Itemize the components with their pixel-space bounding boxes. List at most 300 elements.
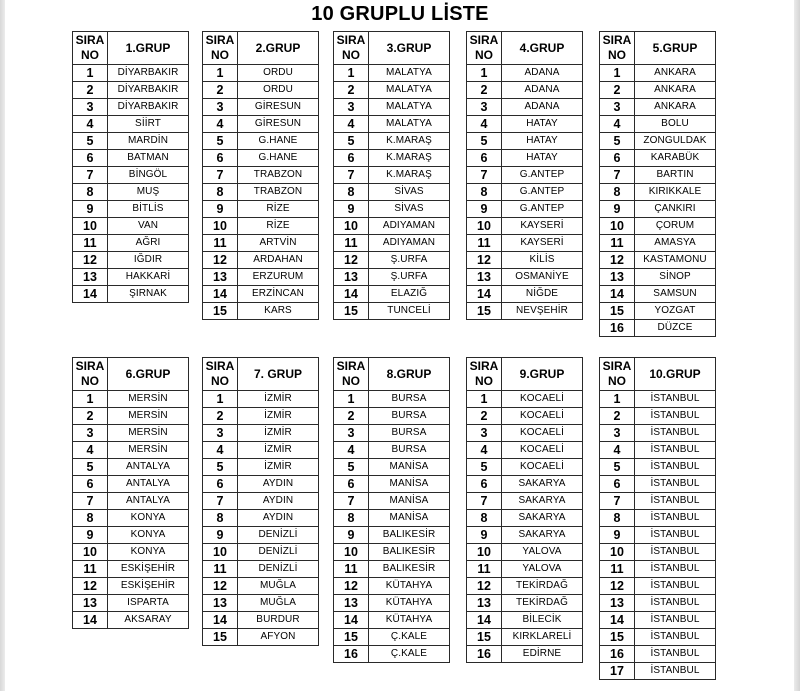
header-sira-no: SIRA NO (467, 32, 502, 65)
table-row (467, 218, 583, 235)
row-city: KÜTAHYA (369, 612, 450, 629)
table-row (73, 510, 189, 527)
row-city: HATAY (502, 150, 583, 167)
table-row (600, 218, 716, 235)
row-city: TUNCELİ (369, 303, 450, 320)
table-row (203, 133, 319, 150)
row-city: ÇANKIRI (635, 201, 716, 218)
table-row (600, 201, 716, 218)
table-row (334, 646, 450, 663)
row-city: ERZURUM (238, 269, 319, 286)
row-city: MUĞLA (238, 578, 319, 595)
row-number: 3 (334, 99, 369, 116)
table-row (467, 286, 583, 303)
row-city: İSTANBUL (635, 493, 716, 510)
table-row (73, 82, 189, 99)
table-row (600, 65, 716, 82)
row-city: KOCAELİ (502, 391, 583, 408)
table-row (467, 252, 583, 269)
row-city: G.HANE (238, 150, 319, 167)
row-number: 11 (73, 561, 108, 578)
table-row (334, 544, 450, 561)
header-sira-no: SIRA NO (600, 32, 635, 65)
row-city: BARTIN (635, 167, 716, 184)
row-city: KOCAELİ (502, 442, 583, 459)
table-row (600, 459, 716, 476)
row-number: 3 (203, 99, 238, 116)
row-number: 14 (73, 286, 108, 303)
row-city: YALOVA (502, 544, 583, 561)
row-number: 8 (600, 510, 635, 527)
row-number: 7 (203, 493, 238, 510)
row-city: ADANA (502, 82, 583, 99)
row-city: KOCAELİ (502, 425, 583, 442)
row-number: 11 (467, 235, 502, 252)
row-number: 13 (467, 595, 502, 612)
table-row (467, 629, 583, 646)
row-city: AYDIN (238, 476, 319, 493)
row-city: MALATYA (369, 65, 450, 82)
table-row (334, 612, 450, 629)
row-city: KOCAELİ (502, 408, 583, 425)
row-city: DÜZCE (635, 320, 716, 337)
row-city: İSTANBUL (635, 391, 716, 408)
row-number: 6 (467, 476, 502, 493)
row-number: 7 (467, 167, 502, 184)
row-number: 10 (73, 218, 108, 235)
row-number: 4 (600, 442, 635, 459)
table-row (203, 235, 319, 252)
row-number: 7 (73, 493, 108, 510)
row-number: 4 (73, 116, 108, 133)
table-row (467, 527, 583, 544)
row-number: 12 (467, 578, 502, 595)
row-city: AKSARAY (108, 612, 189, 629)
table-row (73, 269, 189, 286)
table-row (203, 184, 319, 201)
row-city: ADIYAMAN (369, 235, 450, 252)
table-header-row (334, 358, 450, 391)
row-city: BURSA (369, 442, 450, 459)
row-number: 13 (600, 269, 635, 286)
table-header-row (334, 32, 450, 65)
row-city: ANKARA (635, 82, 716, 99)
table-row (467, 595, 583, 612)
row-city: ADANA (502, 65, 583, 82)
row-city: RİZE (238, 201, 319, 218)
header-group-name: 10.GRUP (635, 358, 716, 391)
table-row (600, 646, 716, 663)
row-city: ADANA (502, 99, 583, 116)
row-number: 7 (600, 167, 635, 184)
row-city: BATMAN (108, 150, 189, 167)
table-row (334, 578, 450, 595)
table-row (73, 459, 189, 476)
row-number: 15 (600, 629, 635, 646)
table-row (467, 201, 583, 218)
row-city: TRABZON (238, 184, 319, 201)
row-number: 13 (203, 269, 238, 286)
group-table-8 (333, 357, 450, 663)
row-city: HATAY (502, 133, 583, 150)
header-group-name: 5.GRUP (635, 32, 716, 65)
row-city: DİYARBAKIR (108, 99, 189, 116)
row-city: YOZGAT (635, 303, 716, 320)
row-city: MANİSA (369, 493, 450, 510)
table-row (334, 252, 450, 269)
row-number: 7 (600, 493, 635, 510)
row-number: 6 (600, 150, 635, 167)
row-city: BALIKESİR (369, 527, 450, 544)
row-city: KARS (238, 303, 319, 320)
table-row (203, 629, 319, 646)
table-row (467, 133, 583, 150)
row-city: ESKİŞEHİR (108, 561, 189, 578)
row-city: ARDAHAN (238, 252, 319, 269)
row-number: 12 (73, 252, 108, 269)
row-number: 4 (73, 442, 108, 459)
group-table-2 (202, 31, 319, 320)
row-number: 7 (467, 493, 502, 510)
row-city: İSTANBUL (635, 578, 716, 595)
row-number: 5 (203, 459, 238, 476)
table-row (334, 116, 450, 133)
row-number: 10 (600, 218, 635, 235)
table-row (467, 391, 583, 408)
row-city: ZONGULDAK (635, 133, 716, 150)
table-row (73, 544, 189, 561)
header-sira-no: SIRA NO (73, 32, 108, 65)
table-row (334, 184, 450, 201)
row-number: 6 (203, 476, 238, 493)
table-row (467, 510, 583, 527)
row-city: NİĞDE (502, 286, 583, 303)
table-row (73, 235, 189, 252)
row-number: 11 (600, 561, 635, 578)
row-number: 10 (203, 218, 238, 235)
table-row (334, 269, 450, 286)
row-number: 10 (467, 218, 502, 235)
row-number: 4 (334, 442, 369, 459)
table-row (203, 391, 319, 408)
table-row (600, 286, 716, 303)
row-number: 4 (334, 116, 369, 133)
row-number: 16 (600, 646, 635, 663)
row-city: BALIKESİR (369, 544, 450, 561)
row-number: 15 (467, 303, 502, 320)
row-number: 11 (334, 561, 369, 578)
row-city: SAKARYA (502, 493, 583, 510)
row-city: MARDİN (108, 133, 189, 150)
row-city: KİLİS (502, 252, 583, 269)
row-number: 4 (203, 116, 238, 133)
row-number: 1 (467, 391, 502, 408)
table-row (334, 133, 450, 150)
group-table-5 (599, 31, 716, 337)
row-city: ISPARTA (108, 595, 189, 612)
row-number: 9 (73, 527, 108, 544)
row-city: SAKARYA (502, 527, 583, 544)
row-city: KONYA (108, 510, 189, 527)
table-row (203, 201, 319, 218)
row-city: İSTANBUL (635, 408, 716, 425)
row-city: MANİSA (369, 476, 450, 493)
row-city: MUĞLA (238, 595, 319, 612)
row-number: 9 (334, 201, 369, 218)
table-row (203, 561, 319, 578)
row-number: 15 (334, 303, 369, 320)
row-number: 8 (73, 184, 108, 201)
row-city: BURSA (369, 408, 450, 425)
table-row (467, 99, 583, 116)
row-city: MERSİN (108, 442, 189, 459)
row-city: KIRIKKALE (635, 184, 716, 201)
row-number: 12 (73, 578, 108, 595)
row-city: AFYON (238, 629, 319, 646)
group-table-3 (333, 31, 450, 320)
row-number: 9 (467, 201, 502, 218)
table-row (73, 442, 189, 459)
header-sira-no: SIRA NO (334, 32, 369, 65)
row-city: İZMİR (238, 425, 319, 442)
table-row (467, 612, 583, 629)
row-city: G.ANTEP (502, 184, 583, 201)
group-table-6 (72, 357, 189, 629)
table-row (600, 167, 716, 184)
row-city: İZMİR (238, 442, 319, 459)
row-number: 12 (600, 578, 635, 595)
table-row (73, 476, 189, 493)
row-city: SAMSUN (635, 286, 716, 303)
header-group-name: 3.GRUP (369, 32, 450, 65)
table-row (600, 578, 716, 595)
row-city: SİVAS (369, 184, 450, 201)
row-city: SİİRT (108, 116, 189, 133)
table-row (334, 167, 450, 184)
row-city: YALOVA (502, 561, 583, 578)
row-number: 8 (467, 184, 502, 201)
row-number: 9 (334, 527, 369, 544)
row-number: 15 (203, 629, 238, 646)
row-city: K.MARAŞ (369, 150, 450, 167)
row-city: ORDU (238, 82, 319, 99)
row-city: SİNOP (635, 269, 716, 286)
row-number: 5 (600, 459, 635, 476)
row-number: 9 (467, 527, 502, 544)
table-row (600, 235, 716, 252)
row-number: 9 (600, 201, 635, 218)
row-city: K.MARAŞ (369, 133, 450, 150)
table-row (203, 269, 319, 286)
row-number: 8 (203, 510, 238, 527)
row-city: İSTANBUL (635, 544, 716, 561)
row-number: 11 (467, 561, 502, 578)
table-row (334, 493, 450, 510)
row-city: ADIYAMAN (369, 218, 450, 235)
table-row (73, 286, 189, 303)
table-row (203, 252, 319, 269)
row-number: 10 (334, 544, 369, 561)
row-number: 14 (467, 286, 502, 303)
row-city: TEKİRDAĞ (502, 578, 583, 595)
row-city: MUŞ (108, 184, 189, 201)
row-number: 12 (467, 252, 502, 269)
row-city: İSTANBUL (635, 476, 716, 493)
row-number: 13 (203, 595, 238, 612)
table-row (334, 235, 450, 252)
row-city: BİTLİS (108, 201, 189, 218)
row-city: GİRESUN (238, 116, 319, 133)
row-number: 13 (334, 595, 369, 612)
header-sira-no: SIRA NO (203, 32, 238, 65)
table-row (600, 320, 716, 337)
header-group-name: 4.GRUP (502, 32, 583, 65)
row-city: GİRESUN (238, 99, 319, 116)
row-number: 1 (600, 391, 635, 408)
table-row (600, 612, 716, 629)
table-row (73, 201, 189, 218)
table-header-row (73, 32, 189, 65)
row-number: 5 (600, 133, 635, 150)
row-city: MERSİN (108, 391, 189, 408)
row-number: 4 (600, 116, 635, 133)
row-number: 15 (334, 629, 369, 646)
row-city: KASTAMONU (635, 252, 716, 269)
row-city: ANTALYA (108, 476, 189, 493)
row-number: 5 (73, 133, 108, 150)
row-city: G.HANE (238, 133, 319, 150)
row-number: 2 (73, 82, 108, 99)
row-city: MANİSA (369, 459, 450, 476)
header-group-name: 6.GRUP (108, 358, 189, 391)
table-row (73, 595, 189, 612)
table-row (467, 184, 583, 201)
header-sira-no: SIRA NO (334, 358, 369, 391)
table-row (203, 408, 319, 425)
table-row (203, 82, 319, 99)
row-city: AYDIN (238, 510, 319, 527)
row-city: KÜTAHYA (369, 578, 450, 595)
row-number: 12 (334, 578, 369, 595)
table-row (203, 459, 319, 476)
row-number: 9 (600, 527, 635, 544)
row-city: ARTVİN (238, 235, 319, 252)
row-city: MERSİN (108, 408, 189, 425)
row-city: TEKİRDAĞ (502, 595, 583, 612)
row-city: ANKARA (635, 99, 716, 116)
table-row (203, 218, 319, 235)
row-city: MANİSA (369, 510, 450, 527)
row-number: 7 (73, 167, 108, 184)
row-number: 3 (600, 425, 635, 442)
row-number: 3 (334, 425, 369, 442)
row-city: İSTANBUL (635, 561, 716, 578)
table-row (600, 150, 716, 167)
row-number: 14 (203, 286, 238, 303)
row-city: ANTALYA (108, 493, 189, 510)
row-number: 6 (73, 476, 108, 493)
table-row (203, 595, 319, 612)
row-city: TRABZON (238, 167, 319, 184)
row-city: AMASYA (635, 235, 716, 252)
table-row (467, 269, 583, 286)
table-row (600, 408, 716, 425)
table-row (600, 99, 716, 116)
row-city: SAKARYA (502, 476, 583, 493)
table-row (600, 303, 716, 320)
row-number: 3 (73, 425, 108, 442)
table-row (73, 65, 189, 82)
row-number: 14 (334, 612, 369, 629)
table-row (467, 150, 583, 167)
row-city: MALATYA (369, 99, 450, 116)
row-city: KONYA (108, 544, 189, 561)
row-number: 15 (467, 629, 502, 646)
table-row (73, 167, 189, 184)
row-city: ORDU (238, 65, 319, 82)
row-number: 1 (334, 65, 369, 82)
row-city: BOLU (635, 116, 716, 133)
group-table-7 (202, 357, 319, 646)
table-row (600, 269, 716, 286)
row-number: 8 (334, 510, 369, 527)
row-number: 13 (467, 269, 502, 286)
row-city: Ç.KALE (369, 646, 450, 663)
row-city: BURDUR (238, 612, 319, 629)
table-row (73, 116, 189, 133)
row-number: 2 (203, 408, 238, 425)
row-number: 12 (203, 252, 238, 269)
table-row (203, 578, 319, 595)
row-city: HAKKARİ (108, 269, 189, 286)
row-number: 4 (467, 116, 502, 133)
row-city: KONYA (108, 527, 189, 544)
group-table-1 (72, 31, 189, 303)
row-number: 3 (73, 99, 108, 116)
row-number: 4 (467, 442, 502, 459)
table-row (334, 286, 450, 303)
row-city: BİNGÖL (108, 167, 189, 184)
row-city: DENİZLİ (238, 561, 319, 578)
table-row (203, 286, 319, 303)
table-row (600, 476, 716, 493)
row-city: AĞRI (108, 235, 189, 252)
table-row (334, 408, 450, 425)
row-number: 5 (334, 133, 369, 150)
group-table-10 (599, 357, 716, 680)
table-row (467, 493, 583, 510)
row-number: 6 (334, 476, 369, 493)
table-row (600, 252, 716, 269)
row-number: 10 (334, 218, 369, 235)
row-city: DENİZLİ (238, 527, 319, 544)
row-number: 10 (600, 544, 635, 561)
table-row (467, 425, 583, 442)
row-city: DENİZLİ (238, 544, 319, 561)
row-number: 12 (334, 252, 369, 269)
row-city: BİLECİK (502, 612, 583, 629)
table-row (334, 303, 450, 320)
table-row (334, 99, 450, 116)
table-row (600, 629, 716, 646)
row-city: Ş.URFA (369, 252, 450, 269)
table-row (73, 184, 189, 201)
row-number: 16 (467, 646, 502, 663)
table-row (73, 527, 189, 544)
group-table-4 (466, 31, 583, 320)
table-row (203, 493, 319, 510)
header-group-name: 1.GRUP (108, 32, 189, 65)
